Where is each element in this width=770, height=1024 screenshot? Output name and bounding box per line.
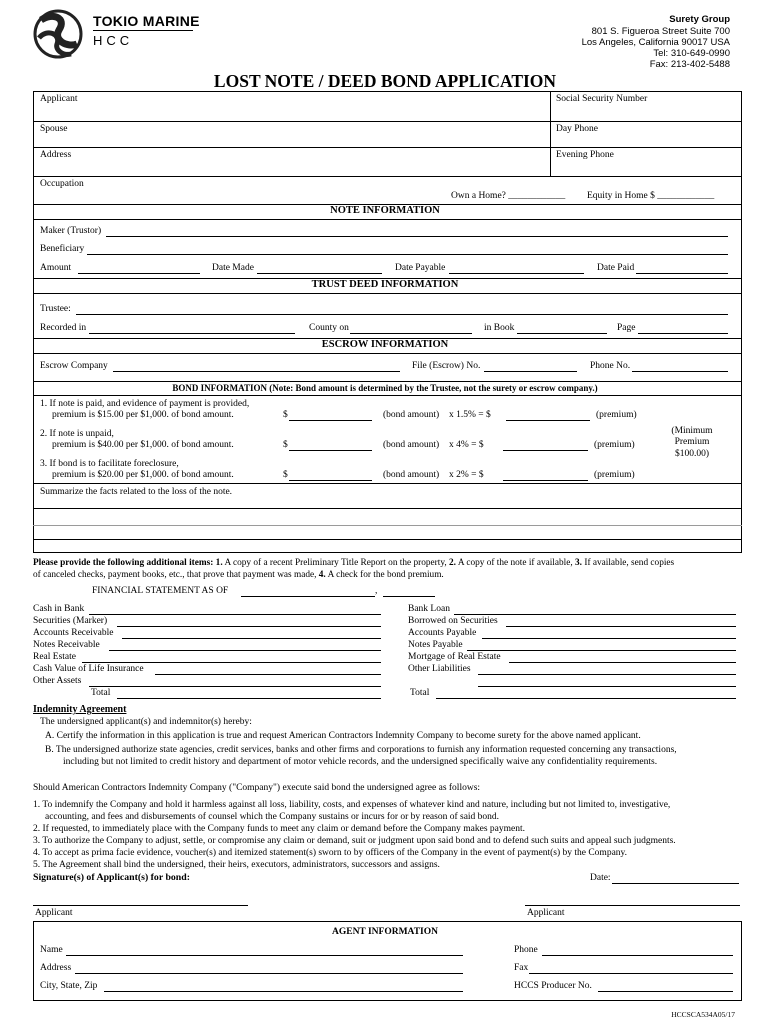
asset-label: Securities (Marker) (33, 616, 108, 626)
agent-fax-label: Fax (514, 963, 529, 973)
recorded-in-label: Recorded in (40, 323, 87, 333)
summary-line-1[interactable] (33, 508, 742, 509)
escrow-heading: ESCROW INFORMATION (321, 339, 449, 350)
bond-3-premium-label: (premium) (594, 470, 635, 480)
maker-input[interactable] (106, 236, 728, 237)
beneficiary-label: Beneficiary (40, 244, 85, 254)
applicant-signature-label-2: Applicant (527, 908, 565, 918)
bond-1-amount-input[interactable] (289, 420, 372, 421)
bond-1-premium-label: (premium) (596, 410, 637, 420)
bond-1-amount-label: (bond amount) (383, 410, 440, 420)
indemnity-point-4: 4. To accept as prima facie evidence, voucher(s) and itemized statement(s) sworn to by officers of the Company in the event of payment(s) by the Company. (33, 848, 628, 858)
minimum-premium-line-3: $100.00) (674, 449, 710, 459)
agent-phone-input[interactable] (542, 955, 733, 956)
company-address-2: Los Angeles, California 90017 USA (581, 37, 730, 48)
liability-input[interactable] (478, 674, 736, 675)
minimum-premium-line-1: (Minimum (671, 426, 713, 436)
county-on-input[interactable] (350, 333, 472, 334)
financial-year-input[interactable] (383, 596, 435, 597)
asset-label: Cash in Bank (33, 604, 85, 614)
liability-label: Other Liabilities (408, 664, 471, 674)
agent-address-label: Address (40, 963, 72, 973)
agent-producer-label: HCCS Producer No. (514, 981, 592, 991)
indemnity-item-b-1: B. The undersigned authorize state agencies, credit services, banks and other firms and corporations to furnish any information requested concerning any transactions, (45, 745, 677, 755)
agent-phone-label: Phone (514, 945, 538, 955)
logo-text-tokio-marine: TOKIO MARINE (93, 13, 200, 29)
applicant-signature-label-1: Applicant (35, 908, 73, 918)
bond-2-rate: x 4% = $ (449, 440, 484, 450)
date-label: Date: (590, 873, 611, 883)
date-made-label: Date Made (212, 263, 254, 273)
bond-info-heading: BOND INFORMATION (Note: Bond amount is determined by the Trustee, not the surety or escrow company.) (172, 383, 598, 393)
bond-2-amount-label: (bond amount) (383, 440, 440, 450)
address-label: Address (40, 150, 72, 160)
in-book-label: in Book (484, 323, 515, 333)
liability-label: Accounts Payable (408, 628, 477, 638)
bond-item-1-line-2: premium is $15.00 per $1,000. of bond amount. (52, 410, 234, 420)
assets-total-label: Total (91, 688, 111, 698)
asset-input[interactable] (89, 614, 381, 615)
financial-heading: FINANCIAL STATEMENT AS OF (92, 586, 229, 596)
page-label: Page (617, 323, 636, 333)
bond-3-amount-label: (bond amount) (383, 470, 440, 480)
additional-item-1: A copy of a recent Preliminary Title Report on the property, (224, 558, 447, 568)
file-escrow-label: File (Escrow) No. (412, 361, 481, 371)
liability-label: Notes Payable (408, 640, 463, 650)
financial-date-input[interactable] (241, 596, 375, 597)
trustee-input[interactable] (76, 314, 728, 315)
additional-items-lead: Please provide the following additional items: (33, 558, 214, 568)
minimum-premium-line-2: Premium (674, 437, 710, 447)
liability-label: Mortgage of Real Estate (408, 652, 501, 662)
bond-1-premium-input[interactable] (506, 420, 590, 421)
asset-label: Notes Receivable (33, 640, 100, 650)
bond-item-2-line-2: premium is $40.00 per $1,000. of bond amount. (52, 440, 234, 450)
asset-label: Real Estate (33, 652, 76, 662)
liabilities-total-label: Total (410, 688, 430, 698)
agent-fax-input[interactable] (529, 973, 733, 974)
date-payable-label: Date Payable (395, 263, 446, 273)
applicant-signature-line-2[interactable] (525, 905, 740, 906)
date-payable-input[interactable] (449, 273, 584, 274)
form-code: HCCSCA534A05/17 (671, 1010, 735, 1019)
asset-input[interactable] (89, 686, 381, 687)
date-paid-input[interactable] (636, 273, 728, 274)
page-input[interactable] (638, 333, 728, 334)
additional-num-4: 4. (318, 570, 326, 580)
liability-input[interactable] (482, 638, 736, 639)
company-name: Surety Group (669, 14, 730, 25)
liability-label: Bank Loan (408, 604, 450, 614)
indemnity-should: Should American Contractors Indemnity Company ("Company") execute said bond the undersigned agree as follows: (33, 783, 481, 793)
indemnity-item-a: A. Certify the information in this application is true and request American Contractors Indemnity Company to become surety for the above named applicant. (45, 731, 641, 741)
asset-input[interactable] (117, 626, 381, 627)
agent-city-input[interactable] (104, 991, 463, 992)
trustee-label: Trustee: (40, 304, 71, 314)
additional-num-2: 2. (449, 558, 456, 568)
summary-line-2[interactable] (33, 525, 742, 526)
in-book-input[interactable] (517, 333, 607, 334)
indemnity-point-1a: 1. To indemnify the Company and hold it harmless against all loss, liability, costs, and expenses of whatever kind and nature, including but not limited to, investigative, (33, 800, 671, 810)
applicant-signature-line-1[interactable] (33, 905, 248, 906)
date-paid-label: Date Paid (597, 263, 635, 273)
own-home-field[interactable]: Own a Home? ____________ (451, 191, 566, 201)
tokio-marine-logo-icon (33, 8, 83, 60)
indemnity-point-3: 3. To authorize the Company to adjust, settle, or compromise any claim or demand, suit or judgment upon said bond and to defend such suits and appeal such judgments. (33, 836, 676, 846)
company-fax: Fax: 213-402-5488 (649, 59, 730, 70)
asset-input[interactable] (109, 650, 381, 651)
equity-field[interactable]: Equity in Home $ ____________ (587, 191, 715, 201)
bond-3-amount-input[interactable] (289, 480, 372, 481)
escrow-company-label: Escrow Company (40, 361, 108, 371)
bond-item-1-line-1: 1. If note is paid, and evidence of payment is provided, (40, 399, 250, 409)
logo-text-hcc: HCC (93, 33, 134, 48)
indemnity-point-5: 5. The Agreement shall bind the undersigned, their heirs, executors, administrators, successors and assigns. (33, 860, 440, 870)
liability-input[interactable] (506, 626, 736, 627)
liability-input[interactable] (478, 686, 736, 687)
day-phone-label: Day Phone (556, 124, 598, 134)
liability-label: Borrowed on Securities (408, 616, 498, 626)
agent-city-label: City, State, Zip (40, 981, 98, 991)
note-info-heading: NOTE INFORMATION (330, 205, 440, 216)
agent-info-heading: AGENT INFORMATION (331, 927, 438, 937)
additional-item-2: A copy of the note if available, (457, 558, 573, 568)
agent-name-label: Name (40, 945, 63, 955)
summary-line-3[interactable] (33, 539, 742, 540)
escrow-company-input[interactable] (113, 371, 400, 372)
occupation-label: Occupation (40, 179, 84, 189)
additional-item-4: A check for the bond premium. (327, 570, 444, 580)
bond-1-rate: x 1.5% = $ (449, 410, 491, 420)
applicant-label: Applicant (40, 94, 78, 104)
assets-total-input[interactable] (117, 698, 381, 699)
ssn-label: Social Security Number (556, 94, 648, 104)
additional-item-3-cont: of canceled checks, payment books, etc., that prove that payment was made, (33, 570, 317, 580)
date-input[interactable] (612, 883, 739, 884)
liability-input[interactable] (454, 614, 736, 615)
asset-label: Accounts Receivable (33, 628, 114, 638)
liabilities-total-input[interactable] (436, 698, 736, 699)
additional-num-1: 1. (215, 558, 223, 568)
bond-item-3-line-2: premium is $20.00 per $1,000. of bond amount. (52, 470, 234, 480)
evening-phone-label: Evening Phone (556, 150, 614, 160)
date-made-input[interactable] (257, 273, 382, 274)
agent-producer-input[interactable] (598, 991, 733, 992)
beneficiary-input[interactable] (87, 254, 728, 255)
agent-name-input[interactable] (66, 955, 463, 956)
additional-items-line-1 (33, 558, 674, 568)
amount-input[interactable] (78, 273, 200, 274)
maker-label: Maker (Trustor) (40, 226, 102, 236)
indemnity-point-2: 2. If requested, to immediately place with the Company funds to meet any claim or demand before the Company makes payment. (33, 824, 526, 834)
bond-item-3-line-1: 3. If bond is to facilitate foreclosure, (40, 459, 179, 469)
bond-item-2-line-1: 2. If note is unpaid, (40, 429, 114, 439)
escrow-phone-input[interactable] (632, 371, 728, 372)
amount-label: Amount (40, 263, 72, 273)
spouse-label: Spouse (40, 124, 68, 134)
additional-num-3: 3. (575, 558, 583, 568)
asset-label: Cash Value of Life Insurance (33, 664, 144, 674)
bond-2-premium-input[interactable] (503, 450, 588, 451)
bond-2-amount-input[interactable] (289, 450, 372, 451)
summarize-label: Summarize the facts related to the loss of the note. (40, 487, 233, 497)
indemnity-heading: Indemnity Agreement (33, 704, 127, 715)
liability-input[interactable] (509, 662, 736, 663)
company-address-1: 801 S. Figueroa Street Suite 700 (591, 26, 730, 37)
asset-input[interactable] (82, 662, 381, 663)
bond-2-dollar: $ (283, 440, 288, 450)
additional-items-line-2 (33, 570, 444, 580)
county-on-label: County on (309, 323, 349, 333)
indemnity-item-b-2: including but not limited to credit history and department of motor vehicle records, and the undersigned specifically waive any confidentiality requirements. (63, 757, 658, 767)
recorded-in-input[interactable] (89, 333, 295, 334)
bond-3-rate: x 2% = $ (449, 470, 484, 480)
indemnity-intro: The undersigned applicant(s) and indemnitor(s) hereby: (40, 717, 252, 727)
asset-input[interactable] (122, 638, 381, 639)
file-escrow-input[interactable] (484, 371, 577, 372)
additional-item-3: If available, send copies (584, 558, 675, 568)
bond-3-dollar: $ (283, 470, 288, 480)
page-title: LOST NOTE / DEED BOND APPLICATION (213, 71, 557, 91)
asset-input[interactable] (155, 674, 381, 675)
signatures-label: Signature(s) of Applicant(s) for bond: (33, 872, 190, 883)
liability-input[interactable] (467, 650, 736, 651)
company-tel: Tel: 310-649-0990 (653, 48, 730, 59)
escrow-phone-label: Phone No. (590, 361, 631, 371)
financial-comma: , (375, 586, 378, 596)
asset-label: Other Assets (33, 676, 82, 686)
bond-1-dollar: $ (283, 410, 288, 420)
agent-address-input[interactable] (75, 973, 463, 974)
trust-deed-heading: TRUST DEED INFORMATION (311, 279, 459, 290)
bond-3-premium-input[interactable] (503, 480, 588, 481)
bond-2-premium-label: (premium) (594, 440, 635, 450)
indemnity-point-1b: accounting, and fees and disbursements of counsel which the Company sustains or incurs for or by reason of said bond. (45, 812, 500, 822)
